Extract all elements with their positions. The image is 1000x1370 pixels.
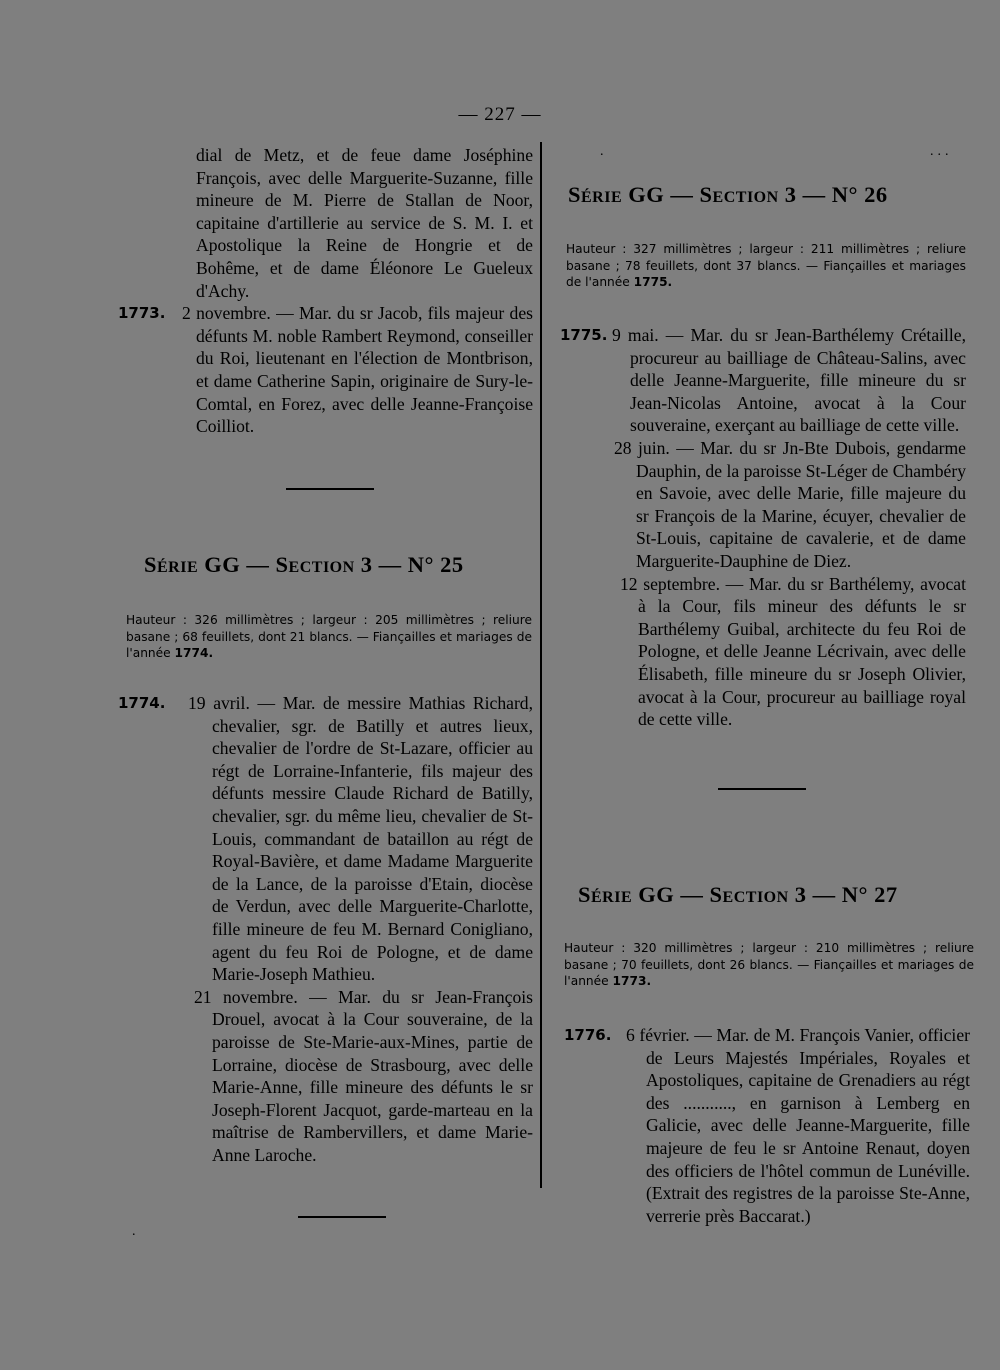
page-number: — 227 — bbox=[458, 104, 542, 125]
entry-date: 2 novembre. bbox=[182, 303, 271, 324]
section-separator bbox=[718, 788, 806, 790]
section-separator bbox=[286, 488, 374, 490]
entry-year: 1773. bbox=[118, 304, 166, 323]
section-title: Série GG — Section 3 — N° 25 bbox=[144, 552, 464, 577]
continuation-entry bbox=[118, 144, 533, 302]
section-27-meta: Hauteur : 320 millimètres ; largeur : 210 millimètres ; reliure basane ; 70 feuillets, dont 26 blancs. — Fiançailles et mariages de l'année 1773. bbox=[564, 941, 974, 988]
page-mark: . bbox=[600, 144, 608, 159]
entry-date: 9 mai. bbox=[612, 325, 659, 345]
entry-year: 1776. bbox=[564, 1026, 612, 1044]
section-title: Série GG — Section 3 — N° 27 bbox=[578, 882, 898, 907]
entry-text: — Mar. du sr Jean-François Drouel, avocat à la Cour souveraine, de la paroisse de Ste-Marie-aux-Mines, partie de Lorraine, diocèse de Strasbourg, avec delle Marie-Anne, fille mineure des défunts le sr Joseph-Florent Jacquot, garde-marteau en la maîtrise de Rambervillers, et dame Marie-Anne Laroche. bbox=[212, 986, 533, 1165]
page-mark: ... bbox=[930, 144, 953, 159]
entry-year: 1775. bbox=[560, 326, 608, 344]
column-divider bbox=[540, 142, 542, 1188]
entry-date: 28 juin. bbox=[614, 437, 670, 458]
entries-1776 bbox=[564, 1024, 970, 1227]
section-27-header bbox=[578, 882, 978, 908]
entry-1775-c bbox=[560, 573, 966, 731]
entries-1775 bbox=[560, 324, 966, 731]
entry-date: 12 septembre. bbox=[620, 573, 720, 594]
section-25-meta: Hauteur : 326 millimètres ; largeur : 205 millimètres ; reliure basane ; 68 feuillets, dont 21 blancs. — Fiançailles et mariages de l'année 1774. bbox=[126, 613, 532, 660]
entry-text: — Mar. du sr Barthélemy, avocat à la Cour, fils mineur des défunts le sr Barthélemy Guibal, architecte du feu Roi de Pologne, et delle Jeanne Lécrivain, avec delle Élisabeth, fille mineure du sr Joseph Olivier, avocat à la Cour, procureur au bailliage royal de cette ville. bbox=[638, 573, 966, 730]
entry-text: — Mar. de messire Mathias Richard, chevalier, sgr. de Batilly et autres lieux, chevalier de l'ordre de St-Lazare, officier au régt de Lorraine-Infanterie, fils majeur des défunts messire Claude Richard de Batilly, chevalier, sgr. du même lieu, chevalier de St-Louis, commandant de bataillon au régt de Royal-Bavière, et dame Madame Marguerite de la Lance, de la paroisse d'Etain, diocèse de Verdun, avec delle Marguerite-Charlotte, fille mineure de feu M. Bernard Conigliano, agent du feu Roi de Pologne, et de dame Marie-Joseph Mathieu. bbox=[212, 693, 534, 985]
page-mark: . bbox=[132, 1224, 140, 1239]
entry-year: 1774. bbox=[118, 694, 166, 712]
section-separator bbox=[298, 1216, 386, 1218]
entry-text: — Mar. de M. François Vanier, officier de Leurs Majestés Impériales, Royales et Apostoliques, capitaine de Grenadiers au régt des ..........., en garnison à Lemberg en Galicie, avec delle Jeanne-Marguerite, fille majeure de feu le sr Antoine Renaut, doyen des officiers de l'hôtel commun de Lunéville. (Extrait des registres de la paroisse Ste-Anne, verrerie près Baccarat.) bbox=[646, 1025, 970, 1226]
section-title: Série GG — Section 3 — N° 26 bbox=[568, 182, 888, 207]
section-25-header bbox=[144, 552, 544, 578]
entry-1776 bbox=[564, 1024, 970, 1227]
entry-text: — Mar. du sr Jean-Barthélemy Crétaille, procureur au bailliage de Château-Salins, avec delle Jeanne-Marguerite, fille mineure du sr Jean-Nicolas Antoine, avocat à la Cour souveraine, exerçant au bailliage de cette ville. bbox=[630, 325, 966, 436]
entries-1774 bbox=[118, 692, 533, 1166]
entry-text: dial de Metz, et de feue dame Joséphine François, avec delle Marguerite-Suzanne, fille mineure de M. Pierre de Stallan de Noor, capitaine d'artillerie au service de S. M. I. et Apostolique la Reine de Hongrie et de Bohême, et de dame Éléonore Le Gueleux d'Achy. bbox=[196, 145, 533, 301]
entry-1774-b bbox=[118, 986, 533, 1167]
entry-text: — Mar. du sr Jn-Bte Dubois, gendarme Dauphin, de la paroisse St-Léger de Chambéry en Savoie, avec delle Marie, fille majeure du sr François de la Marine, écuyer, chevalier de St-Louis, capitaine de cavalerie, et de dame Marguerite-Dauphine de Diez. bbox=[636, 437, 966, 571]
entry-1775-a bbox=[560, 324, 966, 437]
entry-1774-a bbox=[118, 692, 533, 986]
section-26-header bbox=[568, 182, 968, 208]
section-26-meta: Hauteur : 327 millimètres ; largeur : 211 millimètres ; reliure basane ; 78 feuillets, dont 37 blancs. — Fiançailles et mariages de l'année 1775. bbox=[566, 242, 966, 289]
entry-1775-b bbox=[560, 437, 966, 573]
entry-1773 bbox=[118, 302, 533, 438]
entry-text: — Mar. du sr Jacob, fils majeur des défunts M. noble Rambert Reymond, conseiller du Roi, lieutenant en l'élection de Montbrison, et dame Catherine Sapin, originaire de Sury-le-Comtal, en Forez, avec delle Jeanne-Françoise Coilliot. bbox=[196, 303, 533, 437]
entry-date: 21 novembre. bbox=[194, 986, 298, 1007]
entry-date: 19 avril. bbox=[188, 693, 250, 713]
left-column bbox=[118, 144, 534, 1239]
entry-date: 6 février. bbox=[626, 1025, 690, 1045]
